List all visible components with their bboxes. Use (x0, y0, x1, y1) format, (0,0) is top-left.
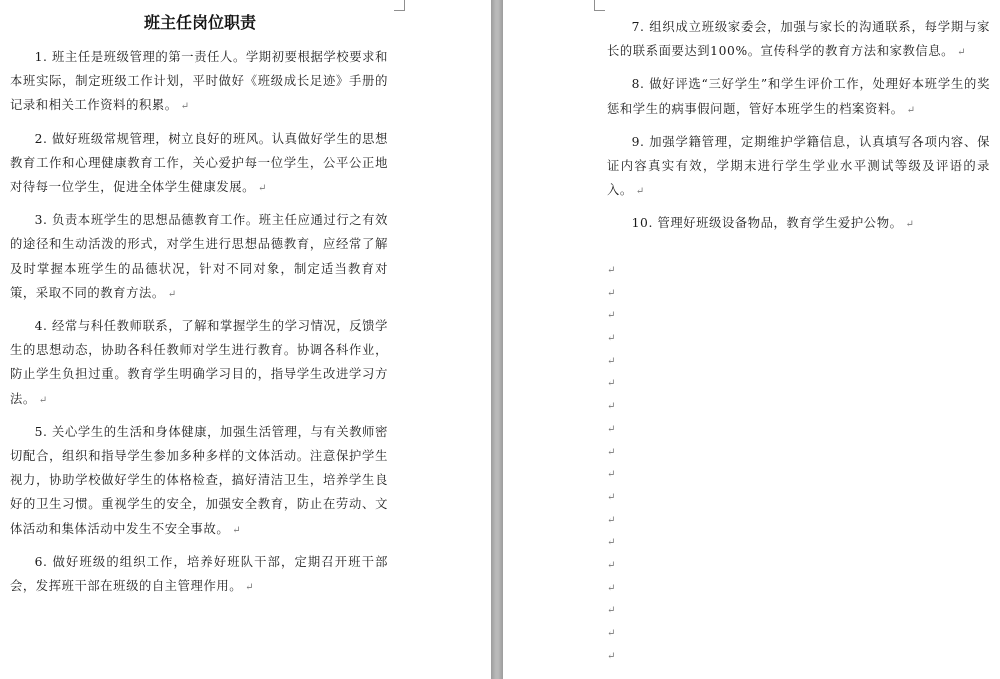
empty-paragraph-mark-icon: ↵ (607, 605, 616, 617)
paragraph-text: 8. 做好评选“三好学生”和学生评价工作，处理好本班学生的奖惩和学生的病事假问题，管好本班学生的档案资料。 (607, 77, 990, 116)
empty-paragraph-mark-icon: ↵ (607, 628, 616, 639)
empty-paragraph-mark-icon: ↵ (607, 491, 616, 503)
empty-paragraph-mark-icon: ↵ (607, 355, 616, 367)
paragraph (10, 208, 388, 307)
paragraph (607, 130, 990, 205)
paragraph-mark-icon: ↵ (180, 101, 190, 113)
paragraph-text: 3. 负责本班学生的思想品德教育工作。班主任应通过行之有效的途径和生动活泼的形式，对学生进行思想品德教育，应经常了解及时掌握本班学生的品德状况，针对不同对象，制定适当教育对策，采取不同的教育方法。 (10, 213, 388, 300)
empty-paragraph-mark-icon: ↵ (607, 446, 616, 458)
paragraph-text: 10. 管理好班级设备物品，教育学生爱护公物。 (631, 216, 903, 231)
paragraph-mark-icon: ↵ (906, 104, 916, 116)
document-title: 班主任岗位职责 (143, 13, 256, 32)
empty-paragraph-mark-icon: ↵ (607, 537, 616, 549)
empty-paragraph-mark-icon: ↵ (607, 287, 616, 299)
paragraph (607, 211, 990, 237)
document-page-left[interactable] (0, 0, 491, 679)
crop-mark-top-left (594, 0, 605, 11)
paragraph-text: 4. 经常与科任教师联系，了解和掌握学生的学习情况，反馈学生的思想动态，协助各科任教师对学生进行教育。协调各科作业，防止学生负担过重。教育学生明确学习目的，指导学生改进学习方法。 (10, 319, 388, 406)
paragraph-mark-icon: ↵ (167, 288, 177, 300)
paragraph-mark-icon: ↵ (905, 219, 914, 231)
paragraph-text: 6. 做好班级的组织工作，培养好班队干部，定期召开班干部会，发挥班干部在班级的自主管理作用。 (10, 554, 388, 594)
paragraph-text: 9. 加强学籍管理，定期维护学籍信息，认真填写各项内容、保证内容真实有效，学期末进行学生学业水平测试等级及评语的录入。 (607, 134, 990, 198)
empty-paragraph-mark-icon: ↵ (607, 423, 616, 435)
paragraph-text: 7. 组织成立班级家委会，加强与家长的沟通联系，每学期与家长的联系面要达到100%。宣传科学的教育方法和家教信息。 (607, 20, 990, 59)
left-column-text[interactable] (10, 45, 388, 607)
paragraph-text: 5. 关心学生的生活和身体健康，加强生活管理，与有关教师密切配合，组织和指导学生参加多种多样的文体活动。注意保护学生视力，协助学校做好学生的体格检查，搞好清洁卫生，培养学生良好的卫生习惯。重视学生的安全，加强安全教育，防止在劳动、文体活动和集体活动中发生不安全事故。 (10, 424, 388, 536)
paragraph-text: 2. 做好班级常规管理，树立良好的班风。认真做好学生的思想教育工作和心理健康教育工作，关心爱护每一位学生，公平公正地对待每一位学生，促进全体学生健康发展。 (10, 131, 388, 195)
document-page-right[interactable] (503, 0, 1000, 679)
empty-paragraph-mark-icon: ↵ (607, 378, 616, 390)
empty-paragraph-mark-icon: ↵ (607, 559, 616, 571)
paragraph (10, 127, 388, 202)
paragraph (10, 45, 388, 120)
paragraph-text: 1. 班主任是班级管理的第一责任人。学期初要根据学校要求和本班实际，制定班级工作计划，平时做好《班级成长足迹》手册的记录和相关工作资料的积累。 (10, 50, 388, 113)
empty-paragraph-mark-icon: ↵ (607, 514, 616, 526)
right-column-text[interactable] (607, 15, 990, 245)
empty-paragraph-mark-icon: ↵ (607, 265, 616, 276)
paragraph-mark-icon: ↵ (232, 524, 241, 536)
paragraph (607, 15, 990, 65)
paragraph-mark-icon: ↵ (635, 186, 645, 198)
paragraph-mark-icon: ↵ (258, 183, 267, 195)
empty-paragraph-mark-icon: ↵ (607, 469, 616, 481)
paragraph (10, 420, 388, 543)
empty-paragraph-marks (607, 260, 627, 668)
paragraph-mark-icon: ↵ (957, 47, 966, 59)
empty-paragraph-mark-icon: ↵ (607, 333, 616, 345)
empty-paragraph-mark-icon: ↵ (607, 310, 616, 322)
paragraph-mark-icon: ↵ (245, 582, 254, 594)
paragraph (607, 72, 990, 122)
empty-paragraph-mark-icon: ↵ (607, 650, 616, 662)
paragraph-mark-icon: ↵ (38, 394, 48, 406)
paragraph (10, 314, 388, 413)
empty-paragraph-mark-icon: ↵ (607, 582, 616, 594)
page-gutter (491, 0, 503, 679)
paragraph (10, 550, 388, 600)
empty-paragraph-mark-icon: ↵ (607, 401, 616, 413)
